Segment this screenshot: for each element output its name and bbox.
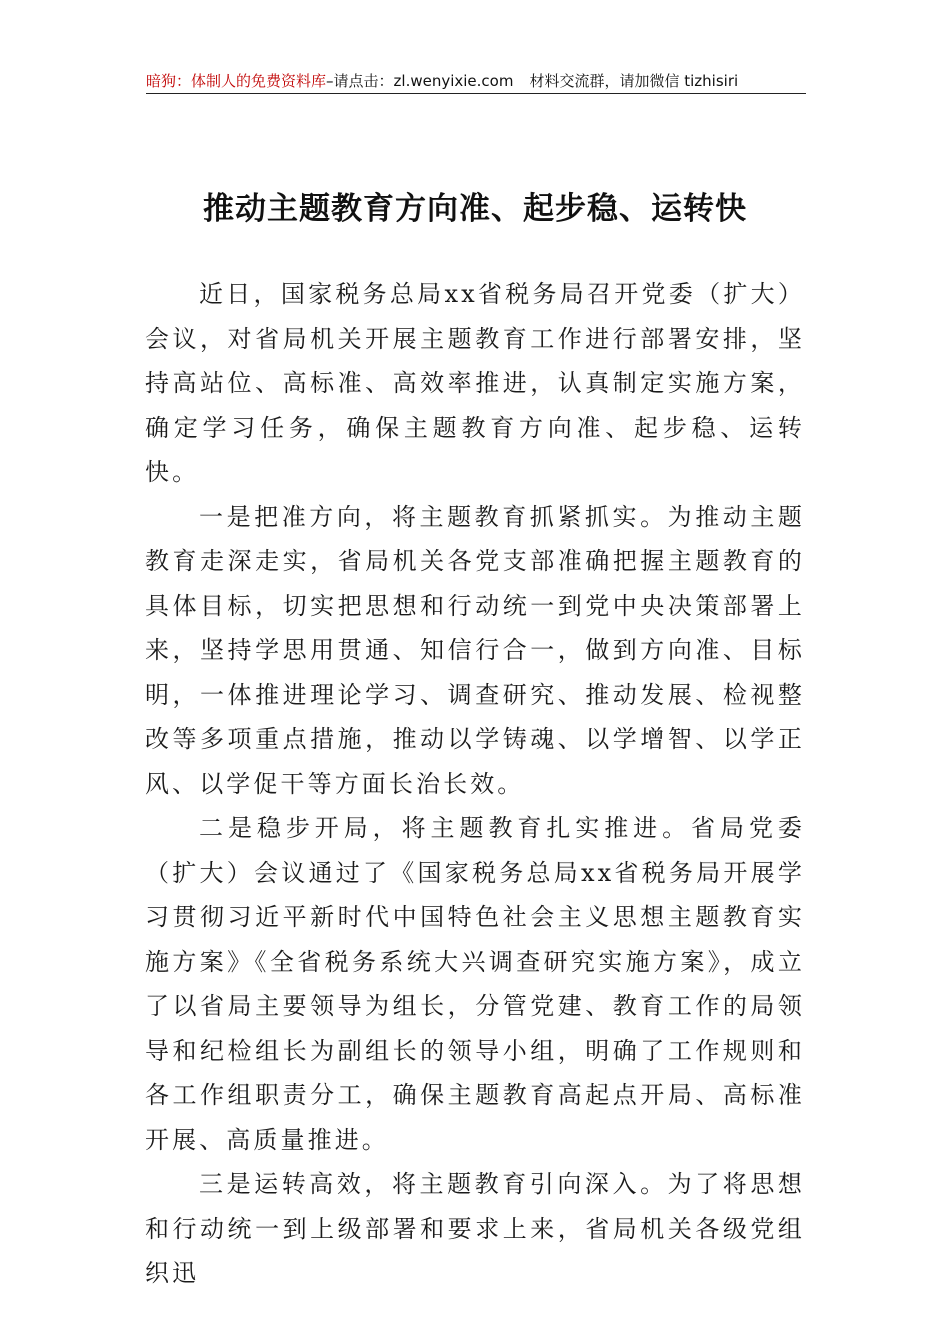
document-title: 推动主题教育方向准、起步稳、运转快 xyxy=(203,190,747,227)
paragraph-direction: 一是把准方向，将主题教育抓紧抓实。为推动主题教育走深走实，省局机关各党支部准确把握主题教育的具体目标，切实把思想和行动统一到党中央决策部署上来，坚持学思用贯通、知信行合一，做到方向准、目标明，一体推进理论学习、调查研究、推动发展、检视整改等多项重点措施，推动以学铸魂、以学增智、以学正风、以学促干等方面长治长效。 xyxy=(145,502,805,798)
header-wechat-note: 材料交流群，请加微信 tizhisiri xyxy=(529,72,739,90)
header-click-prompt: –请点击： xyxy=(326,72,394,90)
paragraph-operation: 三是运转高效，将主题教育引向深入。为了将思想和行动统一到上级部署和要求上来，省局机关各级党组织迅 xyxy=(145,1170,805,1287)
header-site-label: 暗狗：体制人的免费资料库 xyxy=(146,72,327,90)
header-url-link[interactable]: zl.wenyixie.com xyxy=(393,72,514,90)
paragraph-start: 二是稳步开局，将主题教育扎实推进。省局党委（扩大）会议通过了《国家税务总局xx省税务局开展学习贯彻习近平新时代中国特色社会主义思想主题教育实施方案》《全省税务系统大兴调查研究实施方案》，成立了以省局主要领导为组长，分管党建、教育工作的局领导和纪检组长为副组长的领导小组，明确了工作规则和各工作组职责分工，确保主题教育高起点开局、高标准开展、高质量推进。 xyxy=(145,814,805,1154)
document-body xyxy=(145,272,805,1296)
page-header xyxy=(146,68,806,94)
paragraph-intro: 近日，国家税务总局xx省税务局召开党委（扩大）会议，对省局机关开展主题教育工作进行部署安排，坚持高站位、高标准、高效率推进，认真制定实施方案，确定学习任务，确保主题教育方向准、起步稳、运转快。 xyxy=(145,280,805,486)
